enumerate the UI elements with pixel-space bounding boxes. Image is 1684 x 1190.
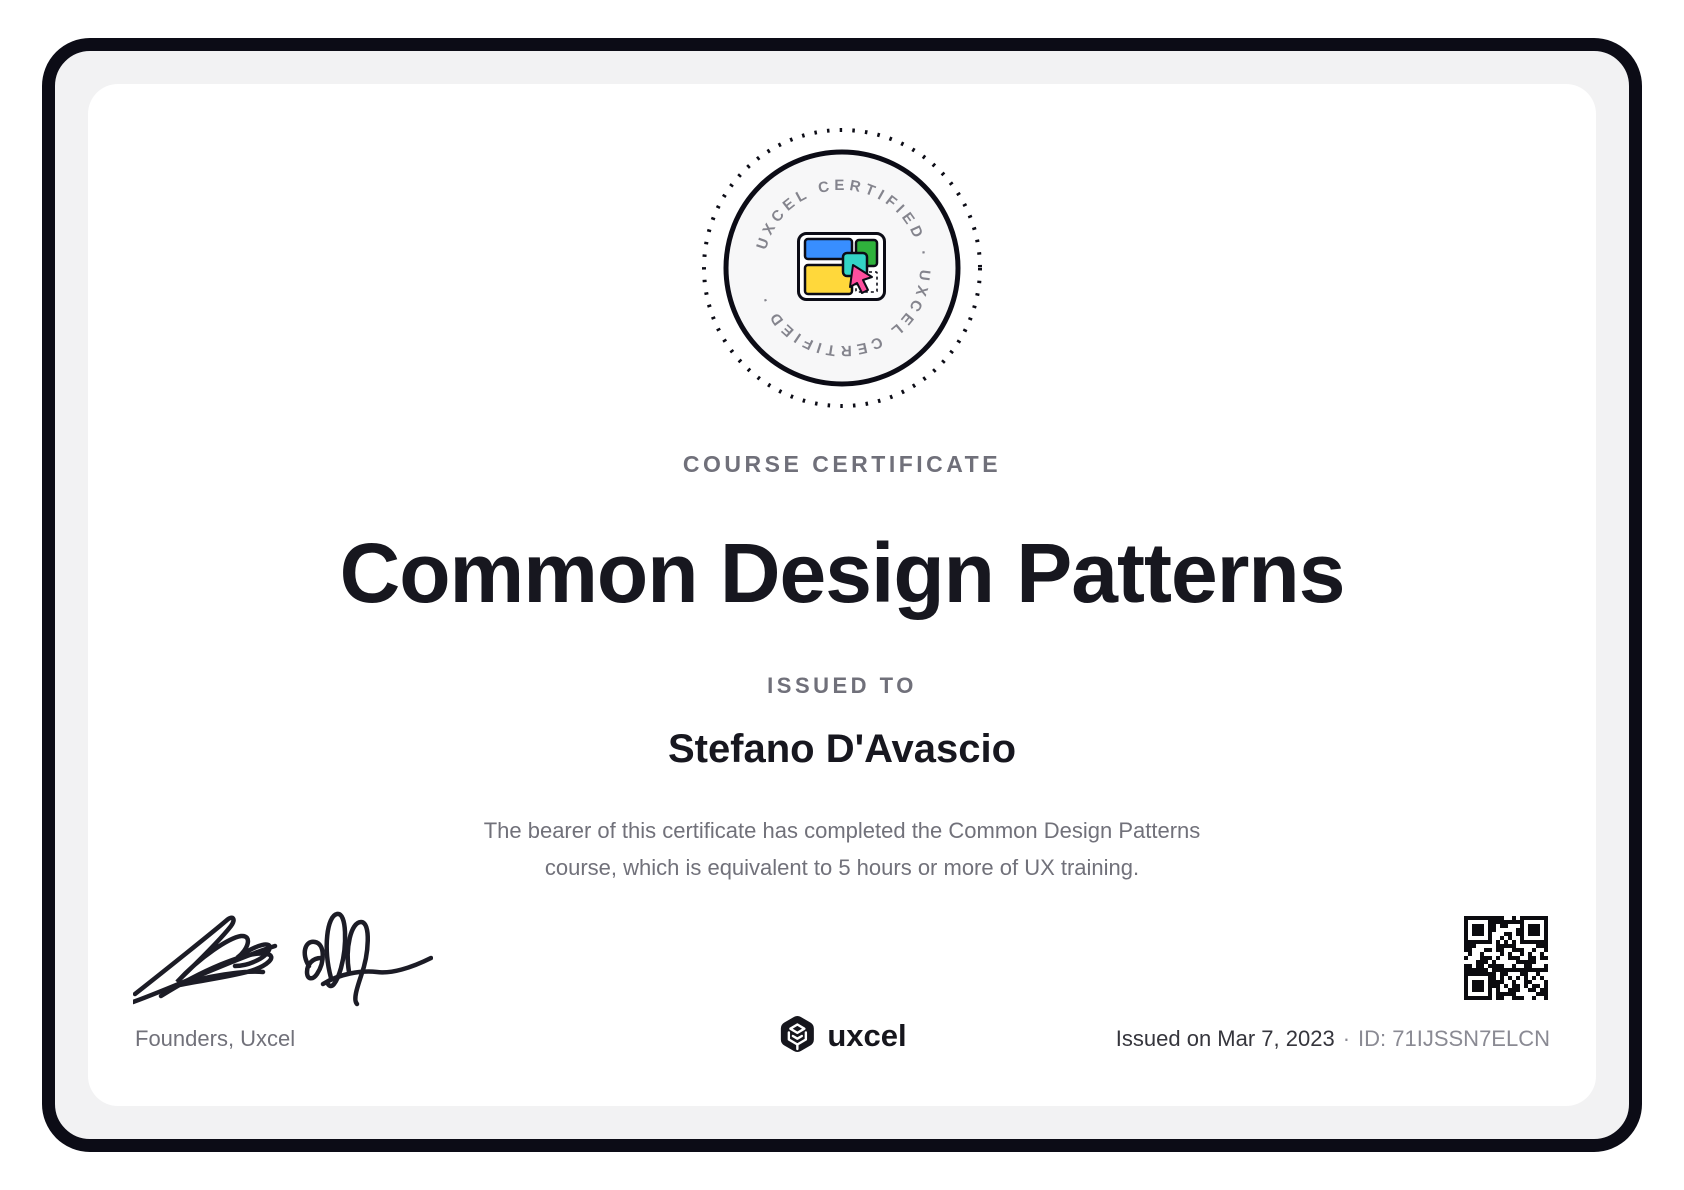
issued-date: Issued on Mar 7, 2023: [1115, 1026, 1335, 1051]
recipient-name: Stefano D'Avascio: [667, 727, 1017, 771]
design-patterns-icon: [799, 234, 885, 300]
founders-signatures: [133, 900, 433, 1008]
uxcel-certified-seal-icon: [697, 123, 987, 413]
qr-code: [1464, 916, 1548, 1000]
signature-founder-2: [305, 914, 431, 1004]
certificate-description: [88, 812, 1596, 886]
course-certificate-label: COURSE CERTIFICATE: [682, 451, 1002, 477]
seal-ring-text: UXCEL CERTIFIED · UXCEL CERTIFIED ·: [753, 176, 934, 360]
separator-dot: ·: [1342, 1026, 1351, 1051]
uxcel-logo-icon: [777, 1015, 817, 1057]
signatories-label: Founders, Uxcel: [135, 1026, 296, 1051]
certificate-id: ID: 71IJSSN7ELCN: [1358, 1026, 1550, 1051]
course-title: Common Design Patterns: [339, 526, 1345, 620]
issued-to-label: ISSUED TO: [767, 673, 917, 698]
uxcel-brand: [777, 1015, 906, 1057]
description-line-1: The bearer of this certificate has completed the Common Design Patterns: [483, 818, 1201, 843]
certificate-inner: [88, 84, 1596, 1106]
signature-founder-1: [133, 918, 275, 1002]
uxcel-wordmark: uxcel: [827, 1018, 907, 1053]
certificate-card: [42, 38, 1642, 1152]
description-line-2: course, which is equivalent to 5 hours or more of UX training.: [544, 855, 1140, 880]
issued-info: [1116, 1025, 1550, 1053]
